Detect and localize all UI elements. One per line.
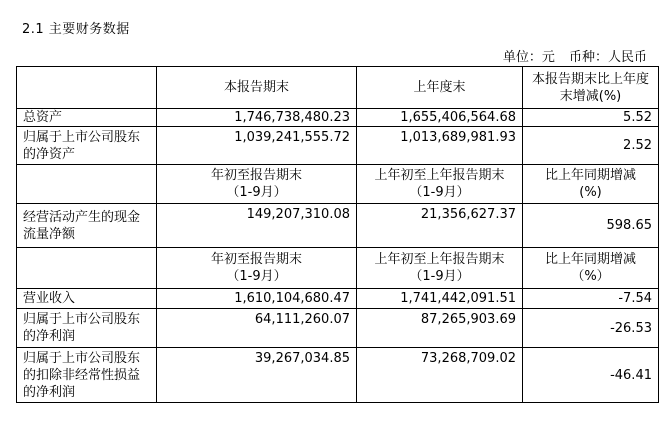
table-cell: -26.53 [523,309,659,348]
row-label-line: 的扣除非经常性损益 [23,367,141,383]
header-row-cashflow [17,165,659,204]
row-label-line: 的净利润 [23,384,76,400]
header-line: 比上年同期增减 [544,168,636,183]
table-cell: 1,039,241,555.72 [157,127,357,165]
table-cell: 87,265,903.69 [357,309,523,348]
header-change-pct [523,67,659,109]
table-cell: 2.52 [523,127,659,165]
header-prior-year-end: 上年度末 [357,67,523,109]
header-line: 比上年同期增减 [544,252,636,267]
header-change-line2: 末增减(%) [559,88,622,104]
header-line: 上年初至上年报告期末 [374,168,505,183]
table-row [17,309,659,348]
header-line: （1-9月） [409,269,470,284]
header-yoy-change [523,165,659,204]
row-label-line: 营业收入 [23,291,76,306]
row-label [17,289,157,309]
header-empty-cell [17,248,157,289]
header-empty-cell [17,165,157,204]
section-title: 2.1 主要财务数据 [22,22,130,37]
row-label [17,348,157,403]
row-label-line: 流量净额 [23,226,76,242]
table-row [17,109,659,127]
header-row-income [17,248,659,289]
table-cell: 5.52 [523,109,659,127]
row-label-line: 的净利润 [23,329,76,344]
table-row [17,127,659,165]
row-label [17,127,157,165]
row-label [17,309,157,348]
row-label-line: 经营活动产生的现金 [23,209,141,225]
header-prior-ytd [357,165,523,204]
row-label [17,204,157,248]
header-period-end: 本报告期末 [157,67,357,109]
table-cell: 1,655,406,564.68 [357,109,523,127]
row-label [17,109,157,127]
row-label-line: 归属于上市公司股东 [23,129,141,145]
header-line: （1-9月） [226,269,287,284]
header-line: 年初至报告期末 [210,168,302,183]
header-line: 年初至报告期末 [210,252,302,267]
header-prior-ytd [357,248,523,289]
header-ytd [157,165,357,204]
table-row [17,289,659,309]
row-label-line: 总资产 [23,110,63,125]
header-ytd [157,248,357,289]
header-line: 上年初至上年报告期末 [374,252,505,267]
table-cell: 73,268,709.02 [357,348,523,403]
table-cell: 1,741,442,091.51 [357,289,523,309]
row-label-line: 的净资产 [23,146,76,162]
header-yoy-change [523,248,659,289]
financial-data-table [16,66,659,403]
table-cell: 1,610,104,680.47 [157,289,357,309]
table-cell: 39,267,034.85 [157,348,357,403]
header-line: (%) [579,185,602,200]
unit-label: 单位：元 [502,50,555,65]
header-empty-cell [17,67,157,109]
table-cell: 21,356,627.37 [357,204,523,248]
table-cell: 1,746,738,480.23 [157,109,357,127]
header-change-line1: 本报告期末比上年度 [531,71,649,87]
table-cell: -46.41 [523,348,659,403]
table-cell: -7.54 [523,289,659,309]
currency-label: 币种：人民币 [568,50,647,65]
table-cell: 598.65 [523,204,659,248]
header-line: （%） [571,269,610,284]
unit-line [493,46,647,65]
table-cell: 149,207,310.08 [157,204,357,248]
row-label-line: 归属于上市公司股东 [23,312,141,327]
table-cell: 64,111,260.07 [157,309,357,348]
table-cell: 1,013,689,981.93 [357,127,523,165]
row-label-line: 归属于上市公司股东 [23,350,141,366]
header-row-balance [17,67,659,109]
header-line: （1-9月） [409,185,470,200]
header-line: （1-9月） [226,185,287,200]
table-row [17,348,659,403]
table-row [17,204,659,248]
